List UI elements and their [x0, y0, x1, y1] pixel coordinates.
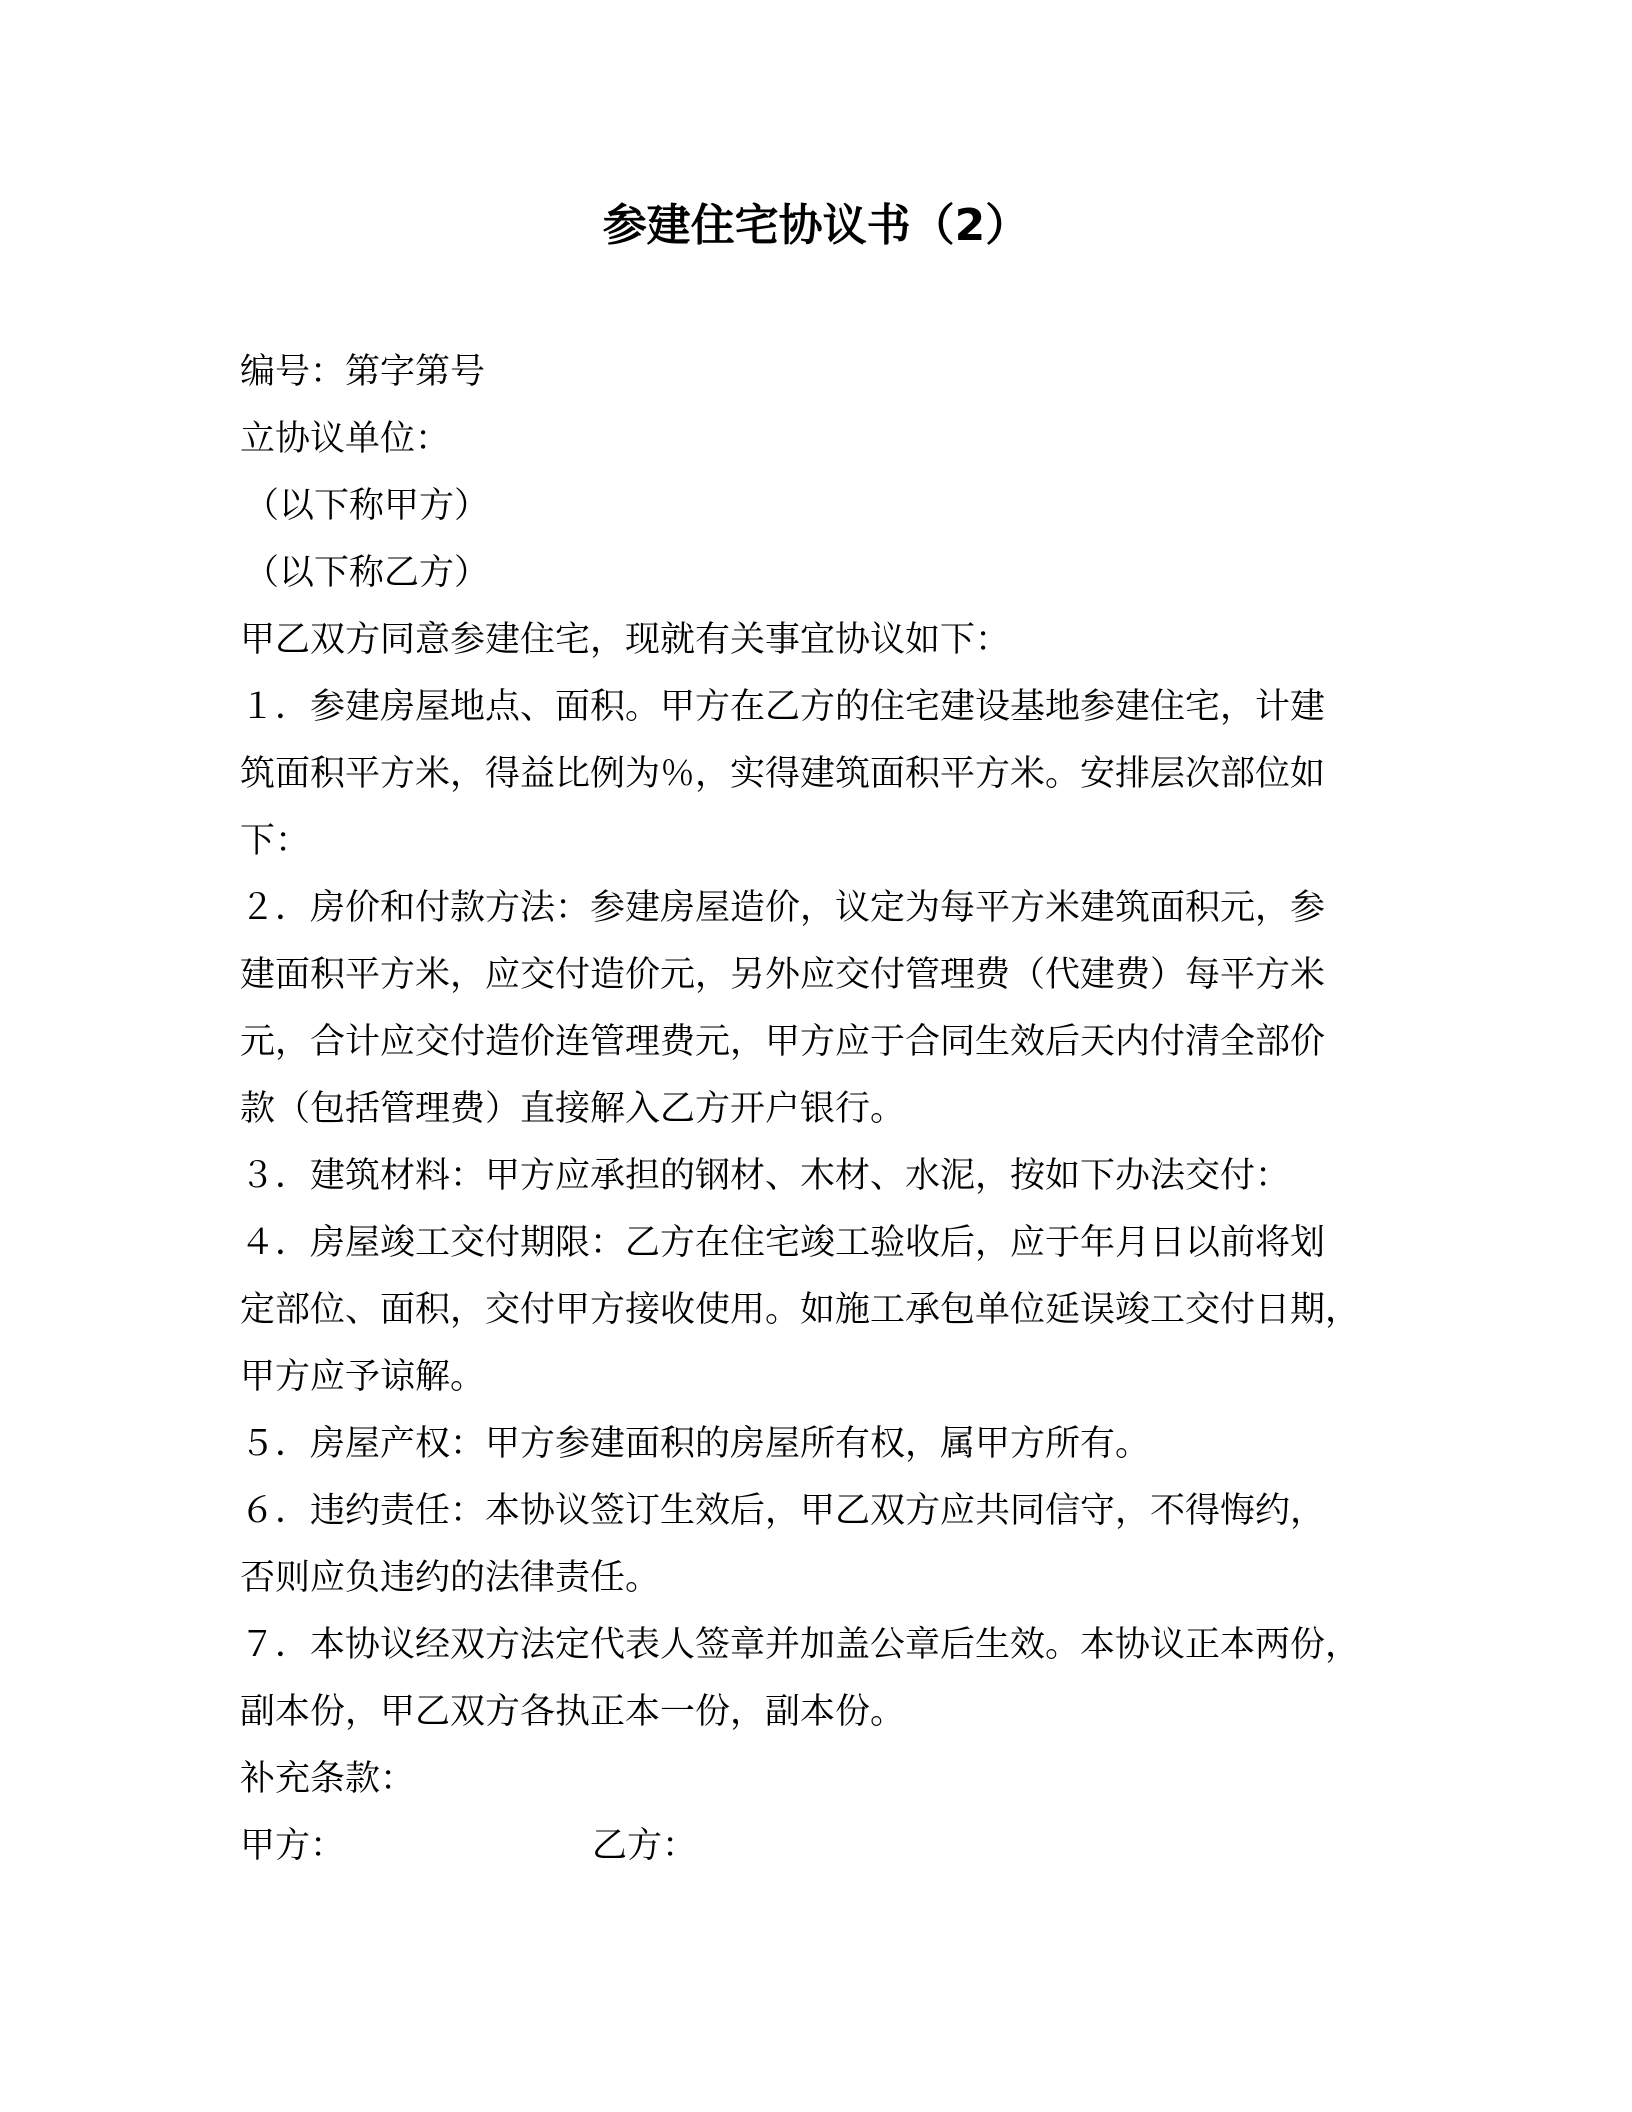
clause-4-line: 甲方应予谅解。 — [240, 1357, 486, 1397]
document-title: 参建住宅协议书（2） — [602, 200, 1030, 251]
signature-row — [240, 1813, 1390, 1880]
party-b-line: （以下称乙方） — [244, 553, 490, 593]
clause-4-line: ４．房屋竣工交付期限：乙方在住宅竣工验收后，应于年月日以前将划 — [240, 1223, 1326, 1263]
clause-7 — [240, 1612, 1390, 1746]
clause-3-line: ３．建筑材料：甲方应承担的钢材、木材、水泥，按如下办法交付： — [240, 1156, 1291, 1196]
clause-6 — [240, 1478, 1390, 1612]
clause-1-line: １．参建房屋地点、面积。甲方在乙方的住宅建设基地参建住宅，计建 — [240, 687, 1326, 727]
parties-label: 立协议单位： — [240, 419, 451, 459]
signature-party-b: 乙方： — [592, 1826, 698, 1866]
clause-2-line: ２．房价和付款方法：参建房屋造价，议定为每平方米建筑面积元，参 — [240, 888, 1326, 928]
clause-1 — [240, 674, 1390, 875]
clause-2 — [240, 875, 1390, 1143]
document-body — [240, 339, 1390, 1880]
clause-4 — [240, 1210, 1390, 1411]
clause-6-line: ６．违约责任：本协议签订生效后，甲乙双方应共同信守，不得悔约， — [240, 1491, 1326, 1531]
clause-1-line: 下： — [240, 821, 311, 861]
clause-7-line: 副本份，甲乙双方各执正本一份，副本份。 — [240, 1692, 906, 1732]
intro-line: 甲乙双方同意参建住宅，现就有关事宜协议如下： — [240, 620, 1011, 660]
clause-5 — [240, 1411, 1390, 1478]
document-number: 编号：第字第号 — [240, 352, 486, 392]
clause-5-line: ５．房屋产权：甲方参建面积的房屋所有权，属甲方所有。 — [240, 1424, 1151, 1464]
clause-2-line: 款（包括管理费）直接解入乙方开户银行。 — [240, 1089, 906, 1129]
party-a-line: （以下称甲方） — [244, 486, 490, 526]
clause-4-line: 定部位、面积，交付甲方接收使用。如施工承包单位延误竣工交付日期， — [240, 1290, 1361, 1330]
clause-3 — [240, 1143, 1390, 1210]
clause-2-line: 元，合计应交付造价连管理费元，甲方应于合同生效后天内付清全部价 — [240, 1022, 1326, 1062]
clause-1-line: 筑面积平方米，得益比例为％，实得建筑面积平方米。安排层次部位如 — [240, 754, 1326, 794]
clause-6-line: 否则应负违约的法律责任。 — [240, 1558, 661, 1598]
supplement-label: 补充条款： — [240, 1759, 416, 1799]
signature-party-a: 甲方： — [240, 1826, 346, 1866]
clause-7-line: ７．本协议经双方法定代表人签章并加盖公章后生效。本协议正本两份， — [240, 1625, 1361, 1665]
clause-2-line: 建面积平方米，应交付造价元，另外应交付管理费（代建费）每平方米 — [240, 955, 1326, 995]
